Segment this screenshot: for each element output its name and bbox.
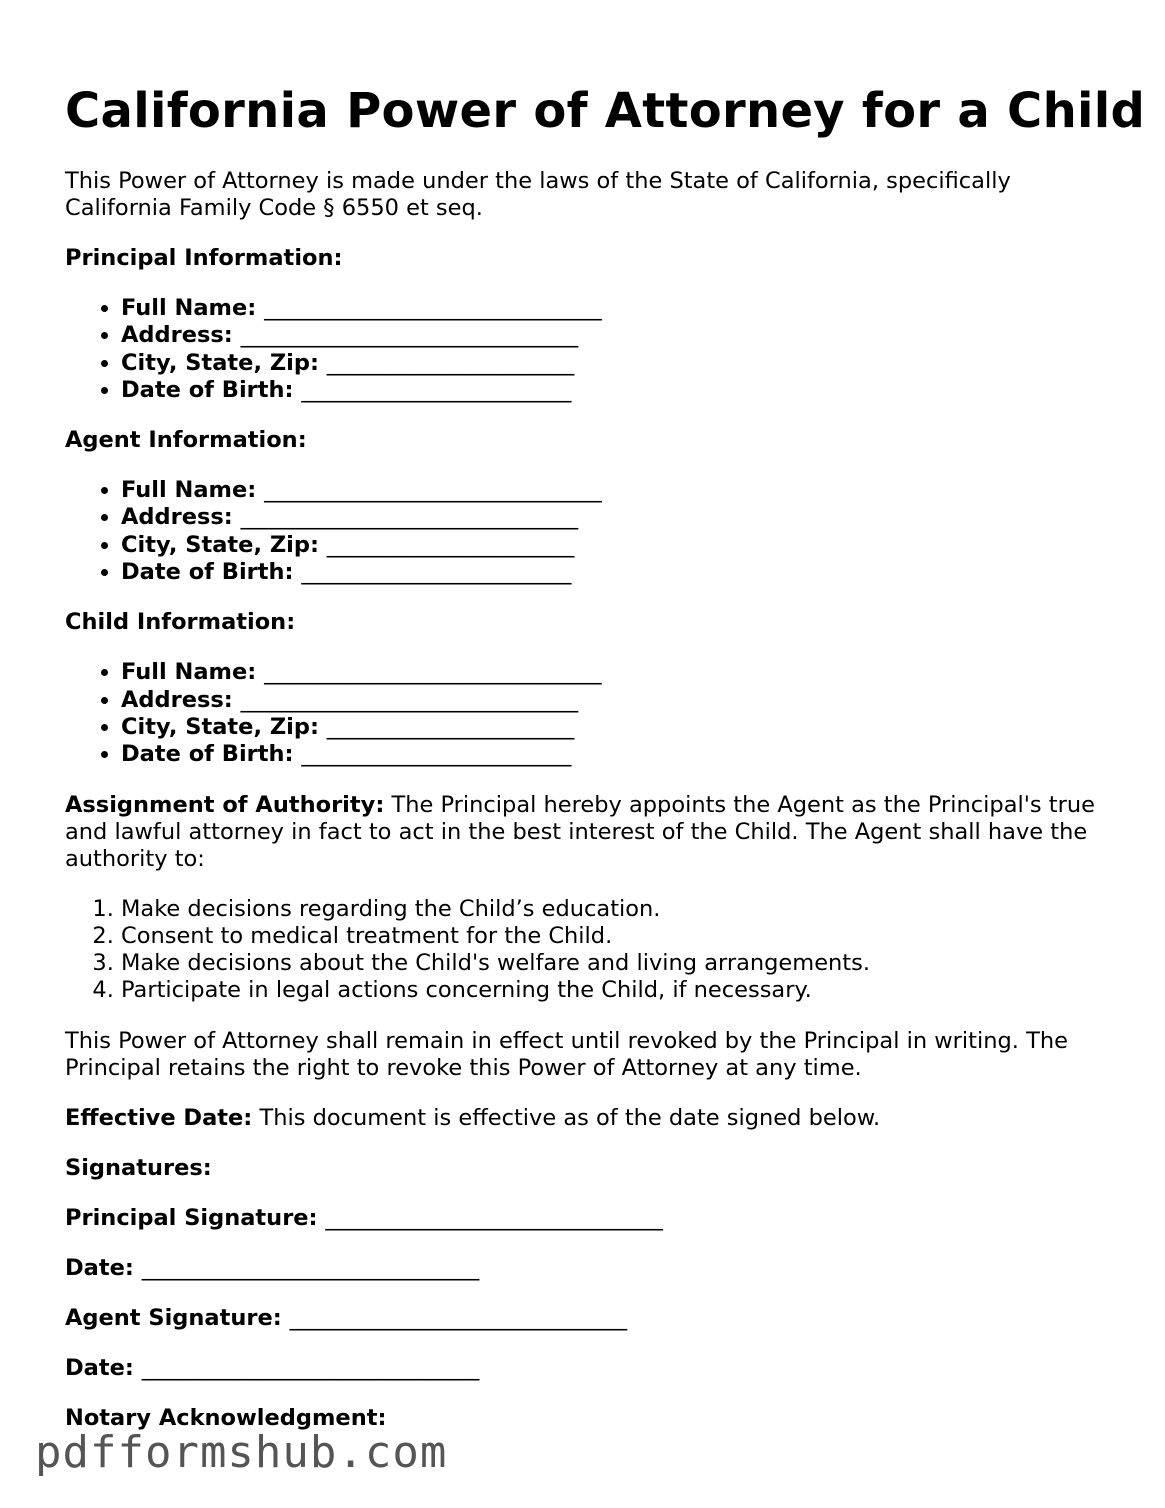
principal-city-state-zip-blank[interactable]: ______________________ — [326, 349, 575, 376]
principal-date-line: Date: ______________________________ — [65, 1254, 480, 1281]
effective-date-text: This document is effective as of the date signed below. — [259, 1104, 881, 1131]
child-city-state-zip-field: • City, State, Zip: ______________________ — [121, 714, 1105, 741]
agent-date-line: Date: ______________________________ — [65, 1354, 480, 1381]
agent-signature-line: Agent Signature: ______________________________ — [65, 1304, 628, 1331]
effective-date-label: Effective Date: — [65, 1104, 253, 1131]
agent-heading: Agent Information: — [65, 427, 307, 454]
child-date-of-birth-field: • Date of Birth: ________________________ — [121, 741, 1105, 768]
agent-signature-blank[interactable]: ______________________________ — [289, 1304, 628, 1331]
authority-item: 1. Make decisions regarding the Child’s education. — [121, 896, 1105, 923]
child-date-of-birth-blank[interactable]: ________________________ — [301, 741, 572, 768]
principal-heading: Principal Information: — [65, 245, 343, 271]
authority-paragraph — [65, 792, 1105, 873]
agent-date-of-birth-field: • Date of Birth: ________________________ — [121, 559, 1105, 586]
agent-date-of-birth-blank[interactable]: ________________________ — [301, 559, 572, 586]
principal-address-blank[interactable]: ______________________________ — [240, 322, 579, 349]
child-full-name-blank[interactable]: ______________________________ — [264, 659, 602, 686]
document-title: California Power of Attorney for a Child — [65, 83, 1146, 139]
principal-fields — [65, 295, 1105, 404]
authority-item: 4. Participate in legal actions concerning the Child, if necessary. — [121, 977, 1105, 1004]
agent-address-field: • Address: ______________________________ — [121, 504, 1105, 531]
child-address-field: • Address: ______________________________ — [121, 687, 1105, 714]
agent-full-name-blank[interactable]: ______________________________ — [264, 477, 602, 504]
child-city-state-zip-blank[interactable]: ______________________ — [326, 713, 575, 740]
principal-full-name-field: • Full Name: ______________________________ — [121, 295, 1105, 322]
agent-fields — [65, 477, 1105, 586]
principal-city-state-zip-field: • City, State, Zip: ______________________ — [121, 350, 1105, 377]
watermark: pdfformshub.com — [35, 1427, 448, 1478]
notary-heading: Notary Acknowledgment: — [65, 1404, 387, 1431]
authority-text: The Principal hereby appoints the Agent as the Principal's true and lawful attorney in fact to act in the best interest of the Child. The Agent shall have the authority to: — [65, 791, 1095, 872]
signatures-heading: Signatures: — [65, 1154, 212, 1181]
agent-city-state-zip-blank[interactable]: ______________________ — [326, 531, 575, 558]
agent-date-blank[interactable]: ______________________________ — [141, 1354, 480, 1381]
principal-date-blank[interactable]: ______________________________ — [141, 1254, 480, 1281]
principal-address-field: • Address: ______________________________ — [121, 322, 1105, 349]
document-page — [65, 80, 1146, 1432]
principal-date-of-birth-blank[interactable]: ________________________ — [301, 376, 572, 403]
authority-label: Assignment of Authority: — [65, 791, 385, 818]
agent-address-blank[interactable]: ______________________________ — [240, 504, 579, 531]
intro-paragraph: This Power of Attorney is made under the laws of the State of California, specifically California Family Code § 6550 et seq. — [65, 168, 1011, 221]
revocation-paragraph: This Power of Attorney shall remain in effect until revoked by the Principal in writing. The Principal retains the right to revoke this Power of Attorney at any time. — [65, 1027, 1068, 1081]
authority-item: 3. Make decisions about the Child's welfare and living arrangements. — [121, 950, 1105, 977]
child-fields — [65, 659, 1105, 768]
authority-list — [65, 896, 1105, 1005]
agent-city-state-zip-field: • City, State, Zip: ______________________ — [121, 532, 1105, 559]
principal-signature-line: Principal Signature: ______________________________ — [65, 1204, 663, 1231]
agent-full-name-field: • Full Name: ______________________________ — [121, 477, 1105, 504]
authority-item: 2. Consent to medical treatment for the Child. — [121, 923, 1105, 950]
principal-full-name-blank[interactable]: ______________________________ — [264, 295, 602, 321]
effective-date-paragraph — [65, 1105, 1105, 1132]
child-heading: Child Information: — [65, 609, 296, 636]
principal-signature-blank[interactable]: ______________________________ — [325, 1204, 663, 1231]
principal-date-of-birth-field: • Date of Birth: ________________________ — [121, 377, 1105, 404]
child-address-blank[interactable]: ______________________________ — [240, 686, 579, 713]
child-full-name-field: • Full Name: ______________________________ — [121, 659, 1105, 686]
